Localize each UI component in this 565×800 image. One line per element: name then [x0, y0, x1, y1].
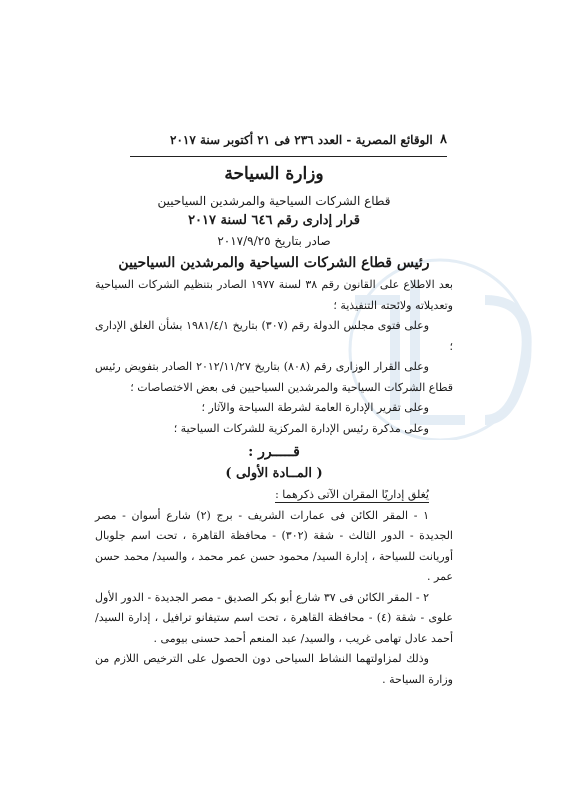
header-title: الوقائع المصرية - العدد ٢٣٦ فى ٢١ أكتوبر سنة ٢٠١٧	[170, 133, 433, 147]
preamble-paragraph: بعد الاطلاع على القانون رقم ٣٨ لسنة ١٩٧٧ الصادر بتنظيم الشركات السياحية وتعديلاته ولائحته التنفيذية ؛	[95, 278, 453, 312]
sector-name: قطاع الشركات السياحية والمرشدين السياحيين	[157, 194, 391, 208]
article-title: ( المــادة الأولى )	[225, 466, 323, 481]
closure-item: ٢ - المقر الكائن فى ٣٧ شارع أبو بكر الصديق - مصر الجديدة - الدور الأول علوى - شقة (٤) - محافظة القاهرة ، تحت اسم ستيفانو ترافيل ، إدارة السيد/ أحمد عادل تهامى غريب ، والسيد/ عبد المنعم أحمد حسنى بيومى .	[95, 590, 453, 645]
article-intro	[95, 485, 453, 506]
preamble-paragraph: وعلى تقرير الإدارة العامة لشرطة السياحة والآثار ؛	[201, 401, 429, 414]
issue-date: صادر بتاريخ ٢٠١٧/٩/٢٥	[217, 234, 331, 248]
preamble-paragraph: وعلى فتوى مجلس الدولة رقم (٣٠٧) بتاريخ ١٩٨١/٤/١ بشأن الغلق الإدارى ؛	[95, 319, 453, 353]
page-number: ٨	[440, 132, 447, 147]
closure-item: ١ - المقر الكائن فى عمارات الشريف - برج (٢) شارع أسوان - مصر الجديدة - الدور الثالث - شقة (٣٠٢) - محافظة القاهرة ، تحت اسم جلوبال أوريانت للسياحة ، إدارة السيد/ محمود حسن عمر محمد ، والسيد/ محمد حسن عمر .	[95, 508, 453, 583]
page-header	[130, 132, 447, 157]
decree-number: قرار إدارى رقم ٦٤٦ لسنة ٢٠١٧	[188, 213, 360, 228]
preamble-paragraph: وعلى القرار الوزارى رقم (٨٠٨) بتاريخ ٢٠١٢/١١/٢٧ الصادر بتفويض رئيس قطاع الشركات السياحية والمرشدين السياحيين فى بعض الاختصاصات ؛	[95, 360, 453, 394]
ministry-title: وزارة السياحة	[224, 164, 324, 184]
preamble-paragraph: وعلى مذكرة رئيس الإدارة المركزية للشركات السياحية ؛	[173, 421, 429, 435]
article-intro-text: يُغلق إداريًا المقران الآتى ذكرهما :	[275, 488, 429, 501]
decree-content	[95, 163, 453, 690]
decided-heading: قـــــرر :	[248, 444, 300, 460]
closure-reason: وذلك لمزاولتهما النشاط السياحى دون الحصول على الترخيص اللازم من وزارة السياحة .	[95, 652, 453, 686]
issuer-title: رئيس قطاع الشركات السياحية والمرشدين السياحيين	[118, 255, 430, 271]
